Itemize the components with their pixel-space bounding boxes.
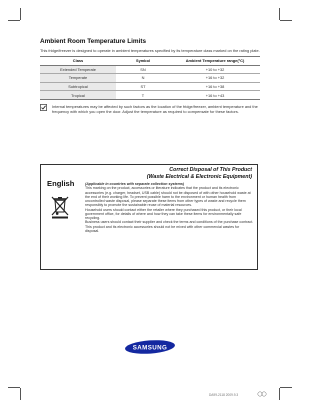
crop-mark — [20, 8, 21, 20]
section-intro: This fridge/freezer is designed to operate in ambient temperatures specified by its temperature class marked on the rating plate. — [40, 47, 260, 53]
table-row — [40, 82, 260, 91]
table-cell-class: Temperate — [40, 74, 116, 83]
table-cell-class: Tropical — [40, 91, 116, 100]
table-row — [40, 91, 260, 100]
table-cell-symbol: N — [116, 74, 170, 83]
table-cell-range: +10 to +32 — [170, 65, 260, 74]
crop-mark — [8, 387, 20, 388]
table-cell-symbol: SN — [116, 65, 170, 74]
table-row — [40, 74, 260, 83]
samsung-logo — [124, 340, 176, 354]
table-cell-range: +16 to +43 — [170, 91, 260, 100]
note-block — [40, 104, 260, 114]
table-row — [40, 65, 260, 74]
temperature-class-table — [40, 56, 260, 100]
crop-mark — [8, 20, 20, 21]
crop-mark — [280, 387, 292, 388]
disposal-text — [85, 182, 254, 233]
crop-mark — [280, 20, 292, 21]
disposal-title — [147, 167, 252, 181]
note-checkmark-icon — [40, 104, 47, 111]
crop-mark — [20, 388, 21, 400]
table-header-class: Class — [40, 56, 116, 65]
table-cell-range: +16 to +38 — [170, 82, 260, 91]
table-header-symbol: Symbol — [116, 56, 170, 65]
language-label: English — [47, 179, 75, 188]
disposal-paragraph-2: Household users should contact either the retailer where they purchased this product, or their local government office, for details of where and how they can take these items for environmentally safe recycling. — [85, 207, 242, 220]
table-cell-symbol: T — [116, 91, 170, 100]
disposal-paragraph-3: Business users should contact their supplier and check the terms and conditions of the purchase contract. This product and its electronic accessories should not be mixed with other commercial wastes for disposal. — [85, 220, 254, 233]
disposal-title-line2: (Waste Electrical & Electronic Equipment) — [146, 173, 252, 180]
crop-mark — [279, 388, 280, 400]
table-header-range: Ambient Temperature range(°C) — [170, 56, 260, 65]
samsung-logo-text: SAMSUNG — [132, 344, 168, 352]
table-cell-class: Extended Temperate — [40, 65, 116, 74]
registration-dots-icon — [257, 391, 267, 397]
crop-mark — [279, 8, 280, 20]
note-text: Internal temperatures may be affected by such factors as the location of the fridge/freezer, ambient temperature and the frequency with which you open the door. Adjust the temperature as required to compensate for these factors. — [52, 103, 258, 114]
table-cell-range: +16 to +32 — [170, 74, 260, 83]
table-cell-symbol: ST — [116, 82, 170, 91]
table-header-row — [40, 56, 260, 65]
footer-code: DA99-2118 2009.9.3 — [209, 393, 239, 397]
page-content — [40, 38, 260, 114]
crossed-out-wheelie-bin-icon — [49, 195, 71, 219]
applicable-note: (Applicable in countries with separate collection systems) — [85, 182, 185, 186]
disposal-title-line1: Correct Disposal of This Product — [169, 167, 252, 173]
disposal-paragraph-1: This marking on the product, accessories or literature indicates that the product and its electronic accessories (e.g. charger, headset, USB cable) should not be disposed of with other household waste at the end of their working life. To prevent possible harm to the environment or human health from uncontrolled waste disposal, please separate these items from other types of waste and recycle them responsibly to promote the sustainable reuse of material resources. — [85, 186, 251, 208]
section-title: Ambient Room Temperature Limits — [40, 38, 147, 45]
table-cell-class: Subtropical — [40, 82, 116, 91]
weee-disposal-box — [40, 164, 258, 270]
